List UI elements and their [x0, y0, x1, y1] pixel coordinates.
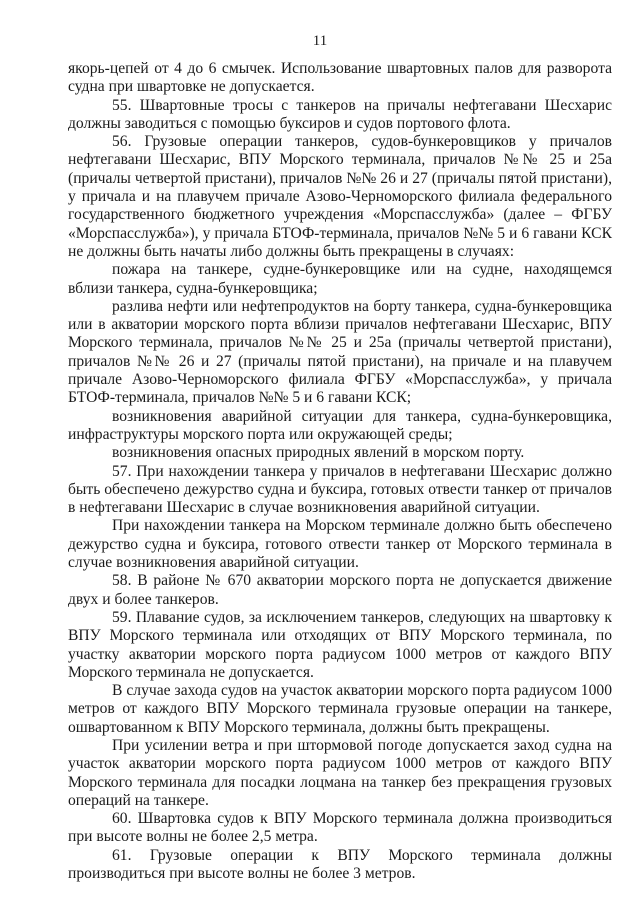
paragraph-56-case-hazards: возникновения опасных природных явлений в морском порту.: [112, 444, 525, 462]
paragraph-56-case-fire: пожара на танкере, судне-бункеровщике или на судне, находящемся вблизи танкера, судна-бункеровщика;: [68, 261, 612, 297]
document-body: [68, 60, 612, 883]
paragraph-55: 55. Швартовные тросы с танкеров на причалы нефтегавани Шесхарис должны заводиться с помощью буксиров и судов портового флота.: [68, 96, 612, 132]
paragraph-59-storm: При усилении ветра и при штормовой погоде допускается заход судна на участок акватории морского порта радиусом 1000 метров от каждого ВПУ Морского терминала для посадки лоцмана на танкер без прекращения грузовых операций на танкере.: [68, 736, 612, 809]
paragraph-continuation: якорь-цепей от 4 до 6 смычек. Использование швартовных палов для разворота судна при швартовке не допускается.: [68, 60, 612, 96]
paragraph-58: 58. В районе № 670 акватории морского порта не допускается движение двух и более танкеров.: [68, 572, 612, 608]
page-number: 11: [312, 33, 328, 49]
paragraph-60: 60. Швартовка судов к ВПУ Морского терминала должна производиться при высоте волны не более 2,5 метра.: [68, 810, 612, 846]
paragraph-59-entry: В случае захода судов на участок акватории морского порта радиусом 1000 метров от каждого ВПУ Морского терминала грузовые операции на танкере, ошвартованном к ВПУ Морского терминала, должны быть прекращены.: [68, 682, 612, 736]
paragraph-57: 57. При нахождении танкера у причалов в нефтегавани Шесхарис должно быть обеспечено дежурство судна и буксира, готовых отвести танкер от причалов в нефтегавани Шесхарис в случае возникновения аварийной ситуации.: [68, 462, 612, 517]
paragraph-59: 59. Плавание судов, за исключением танкеров, следующих на швартовку к ВПУ Морского терминала или отходящих от ВПУ Морского терминала, по участку акватории морского порта радиусом 1000 метров от каждого ВПУ Морского терминала не допускается.: [68, 608, 612, 681]
paragraph-56-case-spill: разлива нефти или нефтепродуктов на борту танкера, судна-бункеровщика или в акватории морского порта вблизи причалов нефтегавани Шесхарис, ВПУ Морского терминала, причалов №№ 25 и 25а (причалы четвертой пристани), причалов №№ 26 и 27 (причалы пятой пристани), на причале и на плавучем причале Азово-Черноморского филиала ФГБУ «Морспасслужба», у причала БТОФ-терминала, причалов №№ 5 и 6 гавани КСК;: [68, 297, 612, 407]
paragraph-56: 56. Грузовые операции танкеров, судов-бункеровщиков у причалов нефтегавани Шесхарис, ВПУ Морского терминала, причалов №№ 25 и 25а (причалы четвертой пристани), причалов №№ 26 и 27 (причалы пятой пристани), у причала и на плавучем причале Азово-Черноморского филиала федерального государственного бюджетного учреждения «Морспасслужба» (далее – ФГБУ «Морспасслужба»), у причала БТОФ-терминала, причалов №№ 5 и 6 гавани КСК не должны быть начаты либо должны быть прекращены в случаях:: [68, 133, 612, 260]
paragraph-57-terminal: При нахождении танкера на Морском терминале должно быть обеспечено дежурство судна и буксира, готового отвести танкер от Морского терминала в случае возникновения аварийной ситуации.: [68, 517, 612, 572]
paragraph-56-case-emergency: возникновения аварийной ситуации для танкера, судна-бункеровщика, инфраструктуры морского порта или окружающей среды;: [68, 407, 612, 443]
paragraph-61: 61. Грузовые операции к ВПУ Морского терминала должны производиться при высоте волны не более 3 метров.: [68, 846, 612, 883]
